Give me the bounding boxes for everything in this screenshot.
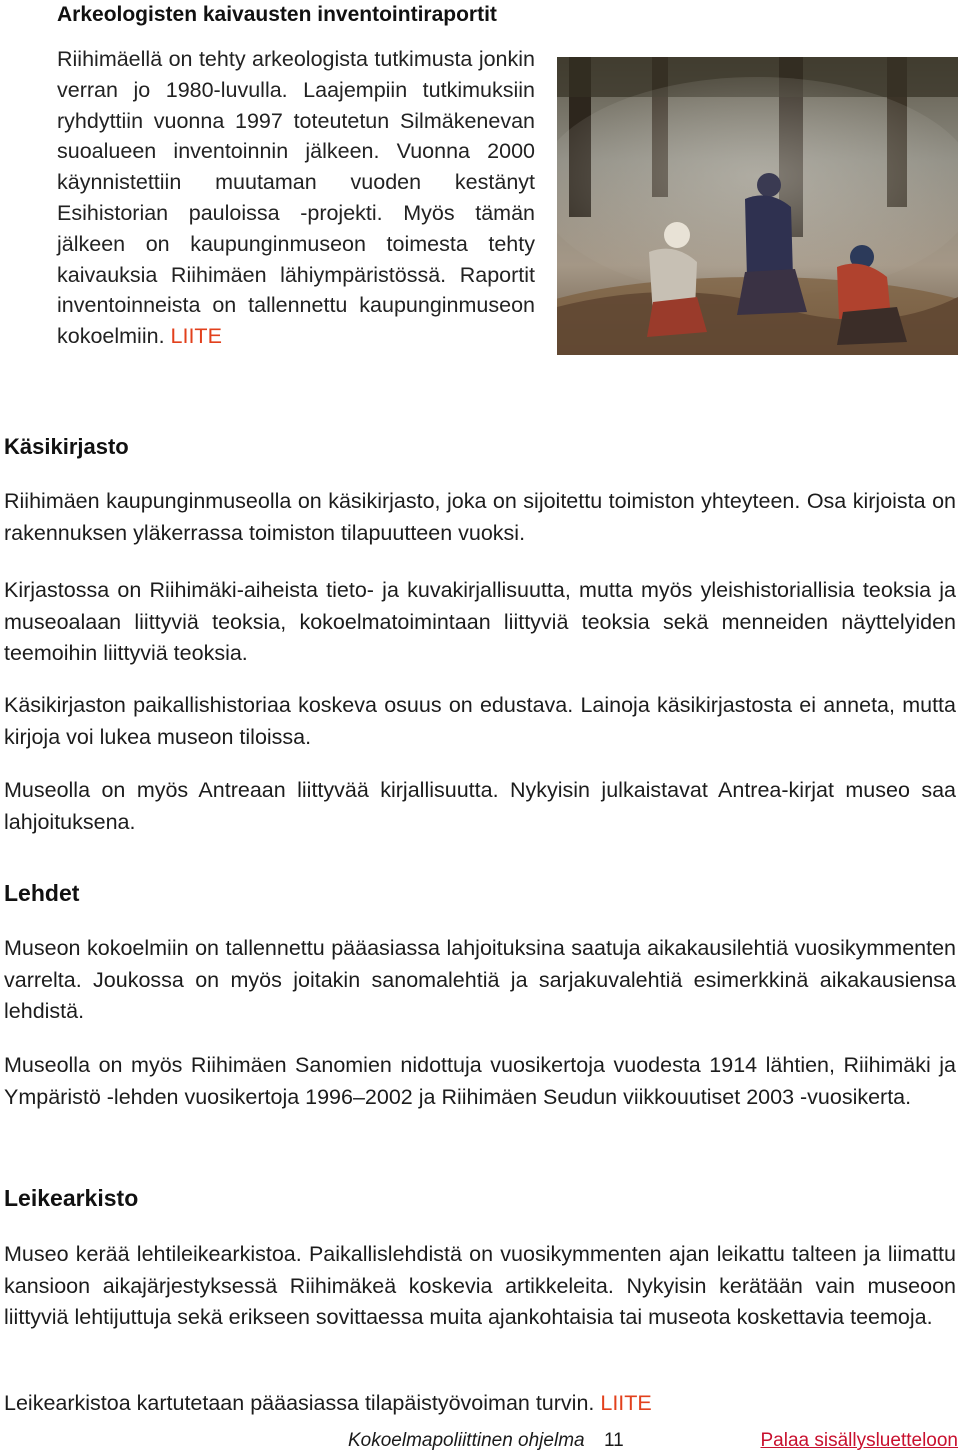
section-heading-archaeology: Arkeologisten kaivausten inventointiraportit	[57, 3, 497, 26]
excavation-photo-graphic	[557, 57, 958, 355]
excavation-photo	[557, 57, 958, 355]
clippings-paragraph-1: Museo kerää lehtileikearkistoa. Paikallislehdistä on vuosikymmenten ajan leikattu talteen ja liimattu kansioon aikajärjestyksessä Riihimäkeä koskevia artikkeleita. Nykyisin kerätään vain museoon liittyviä lehtijuttuja sekä erikseen sovittaessa muita ajankohtaisia tai museota koskettavia teemoja.	[4, 1242, 956, 1330]
clippings-paragraph-2	[4, 1388, 956, 1420]
section-heading-library: Käsikirjasto	[4, 434, 129, 459]
page-number: 11	[604, 1430, 624, 1451]
liite-link-archaeology[interactable]: LIITE	[170, 324, 222, 349]
library-paragraph-3: Käsikirjaston paikallishistoriaa koskeva osuus on edustava. Lainoja käsikirjastosta ei anneta, mutta kirjoja voi lukea museon tiloissa.	[4, 693, 956, 749]
page-footer	[348, 1430, 958, 1455]
library-paragraph-1: Riihimäen kaupunginmuseolla on käsikirjasto, joka on sijoitettu toimiston yhteyteen. Osa kirjoista on rakennuksen yläkerrassa toimiston tilapuutteen vuoksi.	[4, 489, 956, 545]
section-heading-clippings: Leikearkisto	[4, 1185, 139, 1211]
library-paragraph-2: Kirjastossa on Riihimäki-aiheista tieto- ja kuvakirjallisuutta, mutta myös yleishistoriallisia teoksia ja museoalaan liittyviä teoksia, kokoelmatoimintaan liittyviä teoksia sekä menneiden näyttelyiden teemoihin liittyviä teoksia.	[4, 578, 956, 666]
archaeology-paragraph	[57, 44, 535, 352]
liite-link-clippings[interactable]: LIITE	[600, 1391, 652, 1415]
library-paragraph-4: Museolla on myös Antreaan liittyvää kirjallisuutta. Nykyisin julkaistavat Antrea-kirjat museo saa lahjoituksena.	[4, 778, 956, 834]
clippings-text-2: Leikearkistoa kartutetaan pääasiassa tilapäistyövoiman turvin.	[4, 1391, 595, 1415]
section-heading-magazines: Lehdet	[4, 880, 80, 906]
footer-document-title: Kokoelmapoliittinen ohjelma	[348, 1430, 585, 1451]
magazines-paragraph-2: Museolla on myös Riihimäen Sanomien nidottuja vuosikertoja vuodesta 1914 lähtien, Riihimäki ja Ympäristö -lehden vuosikertoja 1996–2002 ja Riihimäen Seudun viikkouutiset 2003 -vuosikerta.	[4, 1053, 956, 1109]
magazines-paragraph-1: Museon kokoelmiin on tallennettu pääasiassa lahjoituksina saatuja aikakausilehtiä vuosikymmenten varrelta. Joukossa on myös joitakin sanomalehtiä ja sarjakuvalehtiä esimerkkinä aikakausiensa lehdistä.	[4, 936, 956, 1024]
archaeology-text: Riihimäellä on tehty arkeologista tutkimusta jonkin verran jo 1980-luvulla. Laajempiin tutkimuksiin ryhdyttiin vuonna 1997 toteutetun Silmäkenevan suoalueen inventoinnin jälkeen. Vuonna 2000 käynnistettiin muutaman vuoden kestänyt Esihistorian pauloissa -projekti. Myös tämän jälkeen on kaupunginmuseon toimesta tehty kaivauksia Riihimäen lähiympäristössä. Raportit inventoinneista on tallennettu kaupunginmuseon kokoelmiin.	[57, 47, 535, 349]
back-to-contents-link[interactable]: Palaa sisällysluetteloon	[760, 1430, 958, 1451]
